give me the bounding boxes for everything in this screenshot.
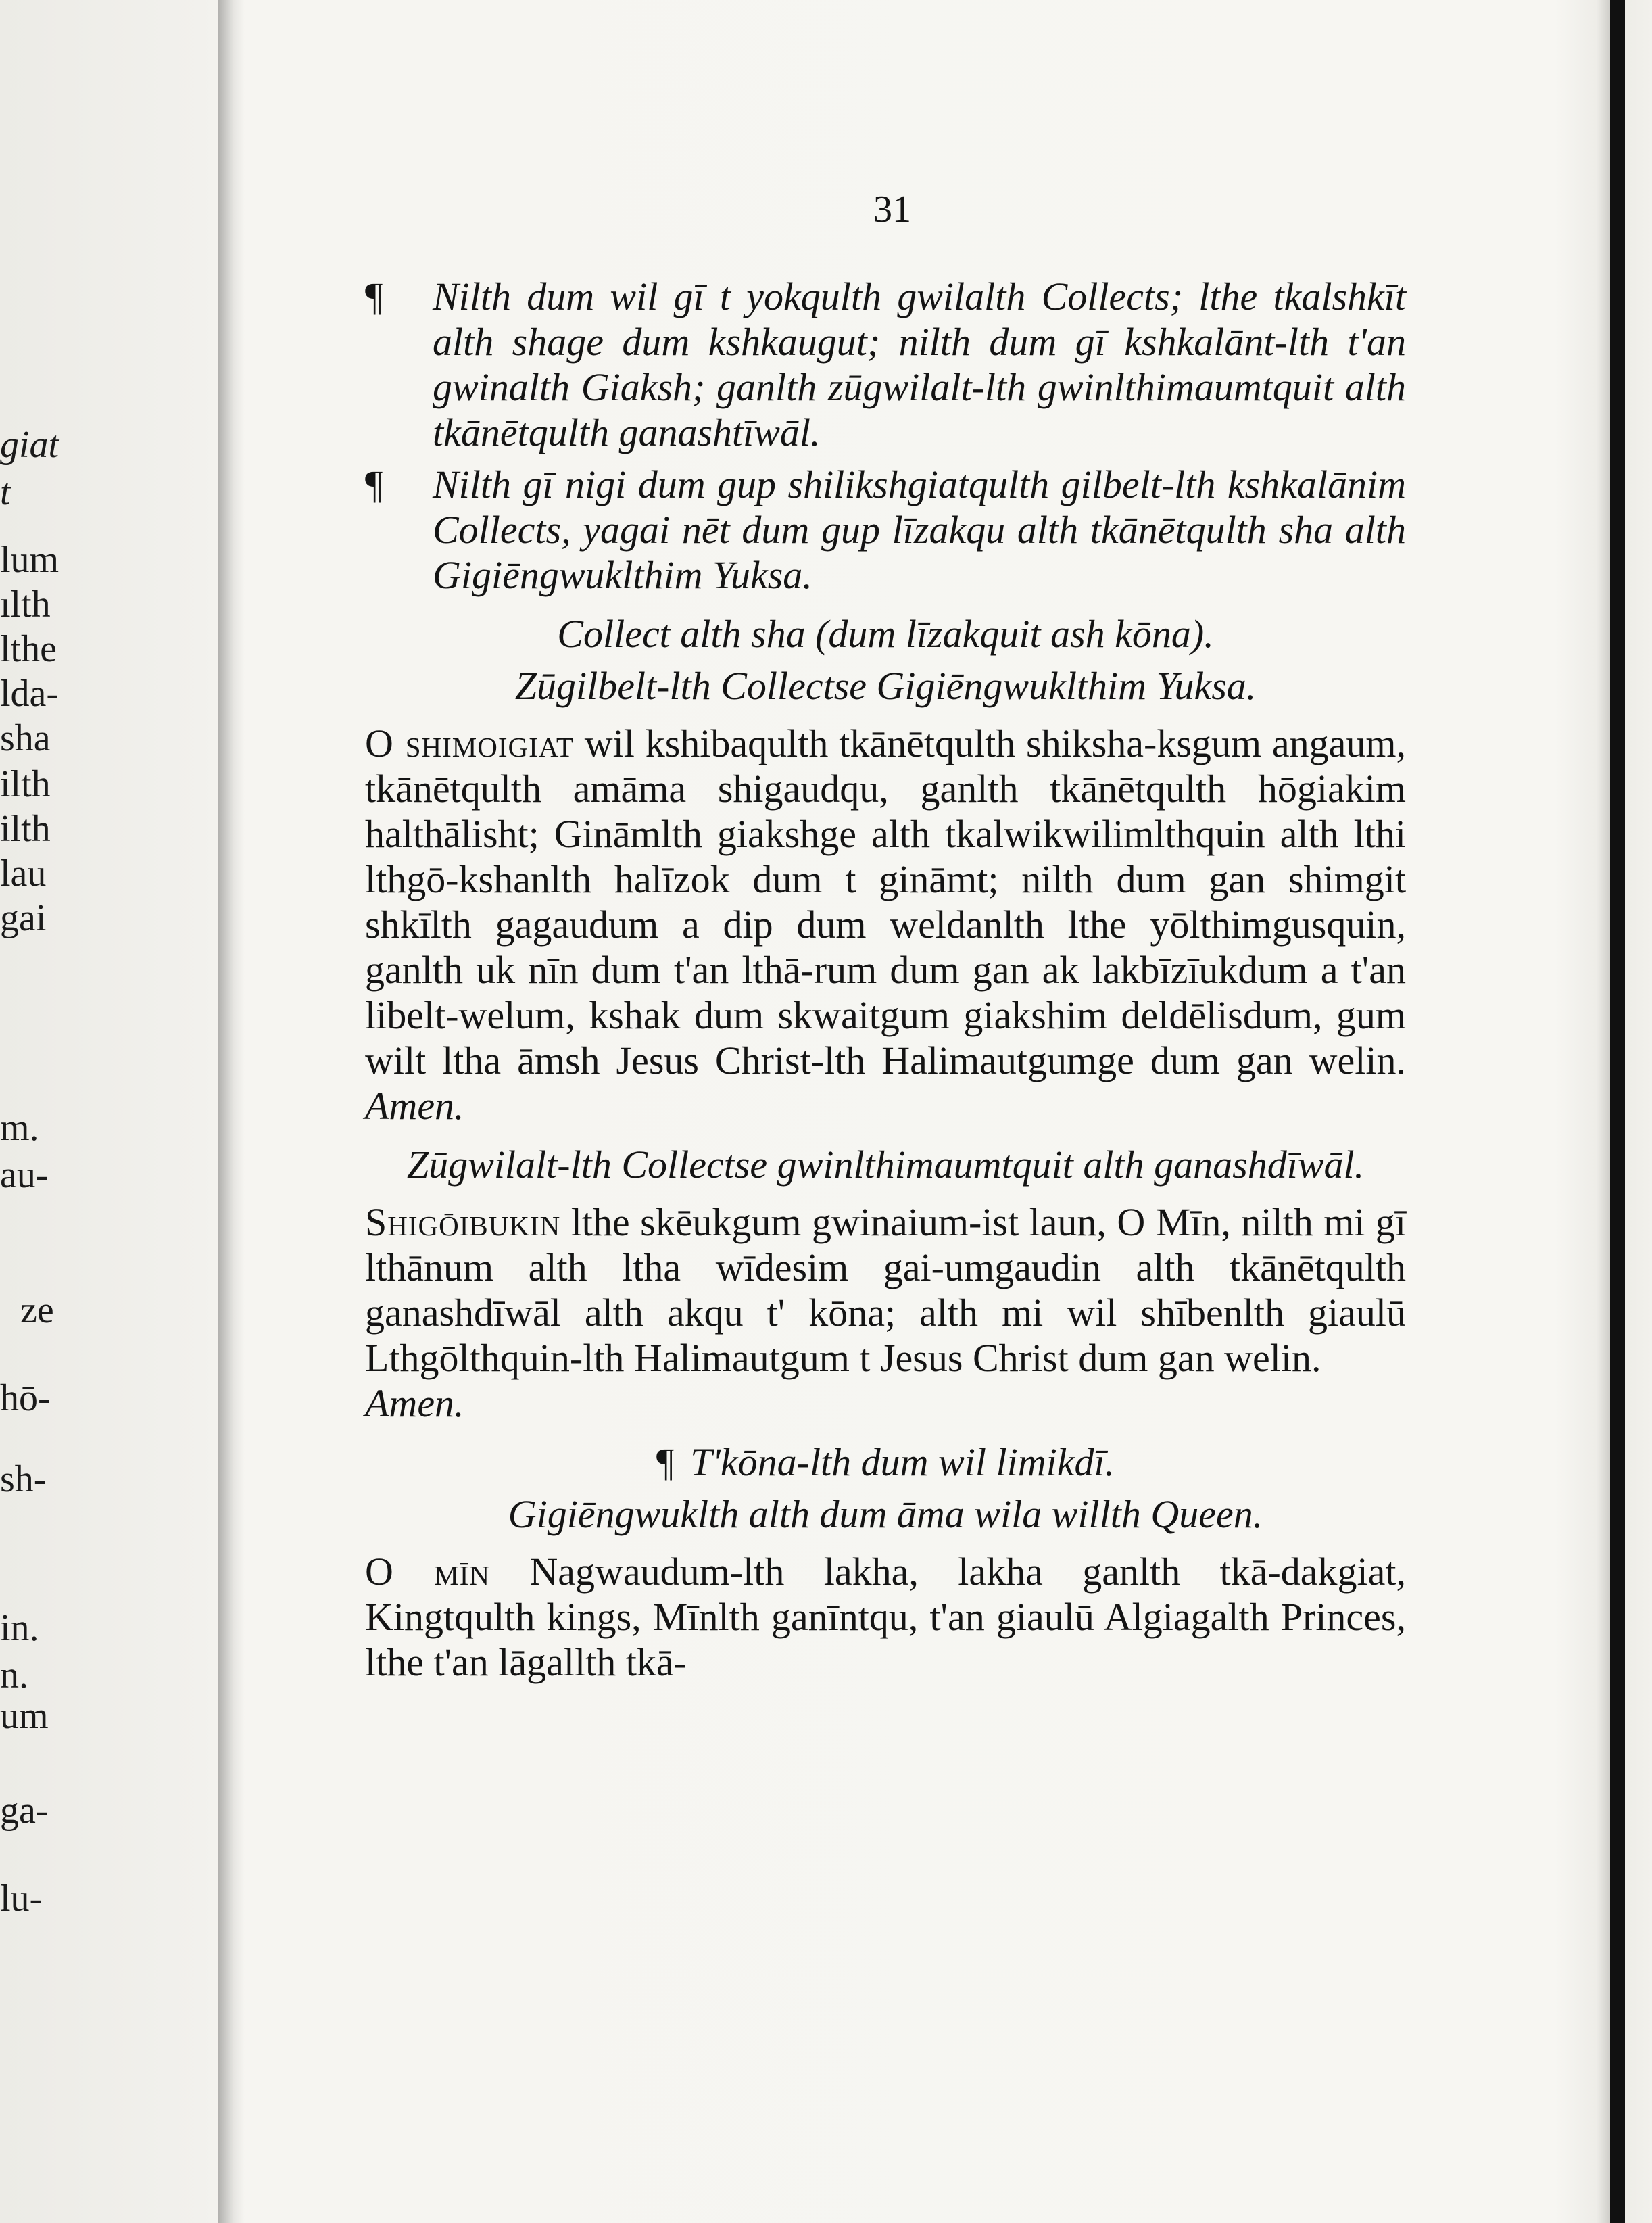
rubric-text: T'kōna-lth dum wil limikdī. xyxy=(690,1440,1115,1484)
collect-heading-second: Zūgwilalt-lth Collectse gwinlthimaumtquit alth ganashdīwāl. xyxy=(406,1143,1365,1187)
collect-heading-first: Zūgilbelt-lth Collectse Gigiēngwuklthim Yuksa. xyxy=(514,664,1257,708)
prayer-heading-queen: Gigiēngwuklth alth dum āma wila willth Queen. xyxy=(508,1492,1263,1536)
pilcrow-icon: ¶ xyxy=(656,1440,675,1484)
rubric-morning xyxy=(365,1439,1406,1485)
left-page-fragment: n. xyxy=(0,1654,28,1696)
rubric-advent-instruction xyxy=(365,462,1406,598)
prayer-opening: Shigōibukin xyxy=(365,1200,561,1244)
rubric-collects-instruction xyxy=(365,274,1406,455)
left-page-edge xyxy=(0,0,218,2223)
page-body xyxy=(365,274,1406,1694)
prayer-body: wil kshibaqulth tkānētqulth shiksha-ksgum angaum, tkānētqulth amāma shigaudqu, ganlth tkānētqulth hōgiakim halthālisht; Gināmlth giakshge alth tkalwikwilimlthquin alth lthi lthgō-kshanlth halīzok dum t gināmt; nilth dum gan shimgit shkīlth gagaudum a dip dum weldanlth lthe yōlthimgusquin, ganlth uk nīn dum t'an lthā-rum dum gan ak lakbīzīukdum a t'an libelt-welum, kshak dum skwaitgum giakshim deldēlisdum, gum wilt ltha āmsh Jesus Christ-lth Halimautgumge dum gan welin. xyxy=(365,721,1406,1082)
collect-prayer-1 xyxy=(365,721,1406,1128)
collect-prayer-3 xyxy=(365,1549,1406,1685)
left-page-fragment: lu- xyxy=(0,1878,43,1919)
left-page-fragment: hō- xyxy=(0,1377,51,1419)
prayer-body: lthe skēukgum gwinaium-ist laun, O Mīn, nilth mi gī lthānum alth ltha wīdesim gai-umgaudin alth tkānētqulth ganashdīwāl alth akqu t' kōna; alth mi wil shībenlth giaulū Lthgōlthquin-lth Halimautgum t Jesus Christ dum gan welin. xyxy=(365,1200,1406,1380)
left-page-fragment: sh- xyxy=(0,1458,47,1500)
left-page-fragment: lda- xyxy=(0,673,59,715)
left-page-fragment: ılth xyxy=(0,583,51,625)
pilcrow-icon: ¶ xyxy=(365,462,383,506)
collect-heading-day: Collect alth sha (dum līzakquit ash kōna). xyxy=(557,612,1214,656)
left-page-fragment: lthe xyxy=(0,628,57,670)
left-page-fragment: giat xyxy=(0,424,59,466)
right-page-edge xyxy=(1610,0,1625,2223)
left-page-fragment: ga- xyxy=(0,1790,49,1832)
collect-prayer-2 xyxy=(365,1199,1406,1426)
right-edge-shading xyxy=(1597,0,1610,2223)
left-page-fragment: lau xyxy=(0,853,47,894)
left-page-fragment: um xyxy=(0,1695,49,1737)
left-page-fragment: ilth xyxy=(0,763,51,805)
left-page-fragment: gai xyxy=(0,897,47,939)
prayer-body: Nagwaudum-lth lakha, lakha ganlth tkā-dakgiat, Kingtqulth kings, Mīnlth ganīntqu, t'an giaulū Algiagalth Princes, lthe t'an lāgallth tkā- xyxy=(365,1550,1407,1684)
left-page-fragment: au- xyxy=(0,1154,49,1196)
rubric-text: Nilth gī nigi dum gup shilikshgiatqulth gilbelt-lth kshkalānim Collects, yagai nēt dum gup līzakqu alth tkānētqulth sha alth Gigiēngwuklthim Yuksa. xyxy=(433,462,1406,597)
left-page-fragment: sha xyxy=(0,717,51,759)
prayer-opening: O shimoigiat xyxy=(365,721,574,765)
left-page-fragment: lum xyxy=(0,539,59,581)
gutter-shadow xyxy=(218,0,245,2223)
left-page-fragment: m. xyxy=(0,1107,39,1149)
rubric-text: Nilth dum wil gī t yokqulth gwilalth Collects; lthe tkalshkīt alth shage dum kshkaugut; nilth dum gī kshkalānt-lth t'an gwinalth Giaksh; ganlth zūgwilalt-lth gwinlthimaumtquit alth tkānētqulth ganashtīwāl. xyxy=(433,274,1406,454)
prayer-opening: O mīn xyxy=(365,1550,491,1594)
left-page-fragment: in. xyxy=(0,1607,39,1649)
left-page-fragment: t xyxy=(0,471,11,513)
left-page-fragment: ze xyxy=(20,1289,54,1331)
pilcrow-icon: ¶ xyxy=(365,274,383,318)
amen: Amen. xyxy=(365,1381,464,1425)
amen: Amen. xyxy=(365,1084,464,1128)
page-number: 31 xyxy=(873,189,911,231)
left-page-fragment: ilth xyxy=(0,808,51,850)
